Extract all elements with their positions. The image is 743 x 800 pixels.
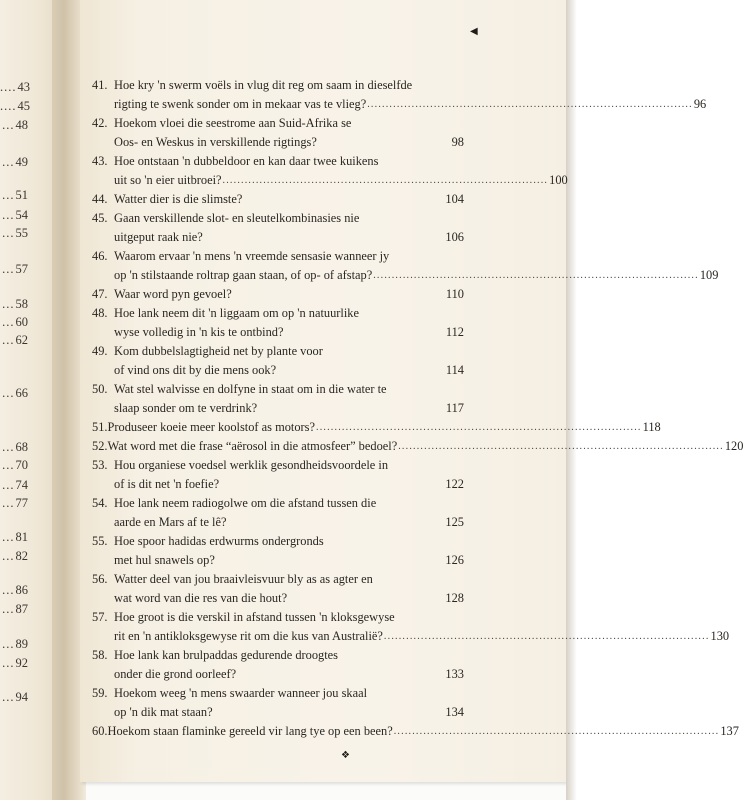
toc-entry: 45. Gaan verskillende slot- en sleutelkombinasies nie uitgeput raak nie? 106 — [92, 211, 464, 244]
left-page-number: ...60 — [2, 315, 28, 329]
toc-entry: 48. Hoe lank neem dit 'n liggaam om op 'n natuurlike wyse volledig in 'n kis te ontbind? 112 — [92, 306, 464, 339]
toc-entry: 60. Hoekom staan flaminke gereeld vir lang tye op een been? ........................................................................................ 137 — [92, 724, 739, 738]
toc-entry: 54. Hoe lank neem radiogolwe om die afstand tussen die aarde en Mars af te lê? 125 — [92, 496, 464, 529]
toc-entry: 59. Hoekom weeg 'n mens swaarder wanneer jou skaal op 'n dik mat staan? 134 — [92, 686, 464, 719]
left-page-number: ...86 — [2, 583, 28, 597]
toc-entry: 43. Hoe ontstaan 'n dubbeldoor en kan daar twee kuikens uit so 'n eier uitbroei? ........................................................................................ 100 — [92, 154, 568, 187]
left-page-number: ...92 — [2, 656, 28, 670]
toc-entry: 41. Hoe kry 'n swerm voëls in vlug dit reg om saam in dieselfde rigting te swenk sonder om in mekaar vas te vlieg? ........................................................................................ 96 — [92, 78, 707, 111]
left-page-number: ...77 — [2, 496, 28, 510]
toc-entry: 57. Hoe groot is die verskil in afstand tussen 'n kloksgewyse rit en 'n antikloksgewyse rit om die kus van Australië? ........................................................................................ 130 — [92, 610, 730, 643]
toc-entry: 42. Hoekom vloei die seestrome aan Suid-Afrika se Oos- en Weskus in verskillende rigtings? 98 — [92, 116, 464, 149]
toc-entry: 53. Hou organiese voedsel werklik gesondheidsvoordele in of is dit net 'n foefie? 122 — [92, 458, 464, 491]
scan-mark: ◀ — [470, 26, 478, 37]
left-page-number: ...70 — [2, 458, 28, 472]
toc-entry: 49. Kom dubbelslagtigheid net by plante voor of vind ons dit by die mens ook? 114 — [92, 344, 464, 377]
toc-entry: 51. Produseer koeie meer koolstof as motors? ........................................................................................ 118 — [92, 420, 661, 434]
left-page-number: ....45 — [0, 99, 30, 113]
left-page-number: ...62 — [2, 333, 28, 347]
left-page-number: ...82 — [2, 549, 28, 563]
left-page-number: ...51 — [2, 188, 28, 202]
left-page-number: ...74 — [2, 478, 28, 492]
left-page-number: ...94 — [2, 690, 28, 704]
left-page-number: ....43 — [0, 80, 30, 94]
toc-entry: 55. Hoe spoor hadidas erdwurms ondergronds met hul snawels op? 126 — [92, 534, 464, 567]
left-page-number: ...49 — [2, 155, 28, 169]
left-page-number: ...58 — [2, 297, 28, 311]
left-page-number: ...48 — [2, 118, 28, 132]
toc-entry: 56. Watter deel van jou braaivleisvuur bly as as agter en wat word van die res van die hout? 128 — [92, 572, 464, 605]
left-page-number: ...89 — [2, 637, 28, 651]
toc-entry: 46. Waarom ervaar 'n mens 'n vreemde sensasie wanneer jy op 'n stilstaande roltrap gaan staan, of op- of afstap? ........................................................................................ 109 — [92, 249, 719, 282]
toc-entry: 44. Watter dier is die slimste? 104 — [92, 192, 464, 206]
toc-entry: 47. Waar word pyn gevoel? 110 — [92, 287, 464, 301]
left-page-number: ...54 — [2, 208, 28, 222]
toc-entry: 50. Wat stel walvisse en dolfyne in staat om in die water te slaap sonder om te verdrink? 117 — [92, 382, 464, 415]
left-page-number: ...55 — [2, 226, 28, 240]
scan-mark: ❖ — [341, 750, 350, 761]
left-page-number: ...57 — [2, 262, 28, 276]
left-page-number: ...66 — [2, 386, 28, 400]
left-page-number: ...81 — [2, 530, 28, 544]
scan-edge — [566, 0, 602, 800]
left-page-number: ...87 — [2, 602, 28, 616]
toc-entry: 52. Wat word met die frase “aërosol in die atmosfeer” bedoel? ........................................................................................ 120 — [92, 439, 743, 453]
toc-entry: 58. Hoe lank kan brulpaddas gedurende droogtes onder die grond oorleef? 133 — [92, 648, 464, 681]
left-page-number: ...68 — [2, 440, 28, 454]
